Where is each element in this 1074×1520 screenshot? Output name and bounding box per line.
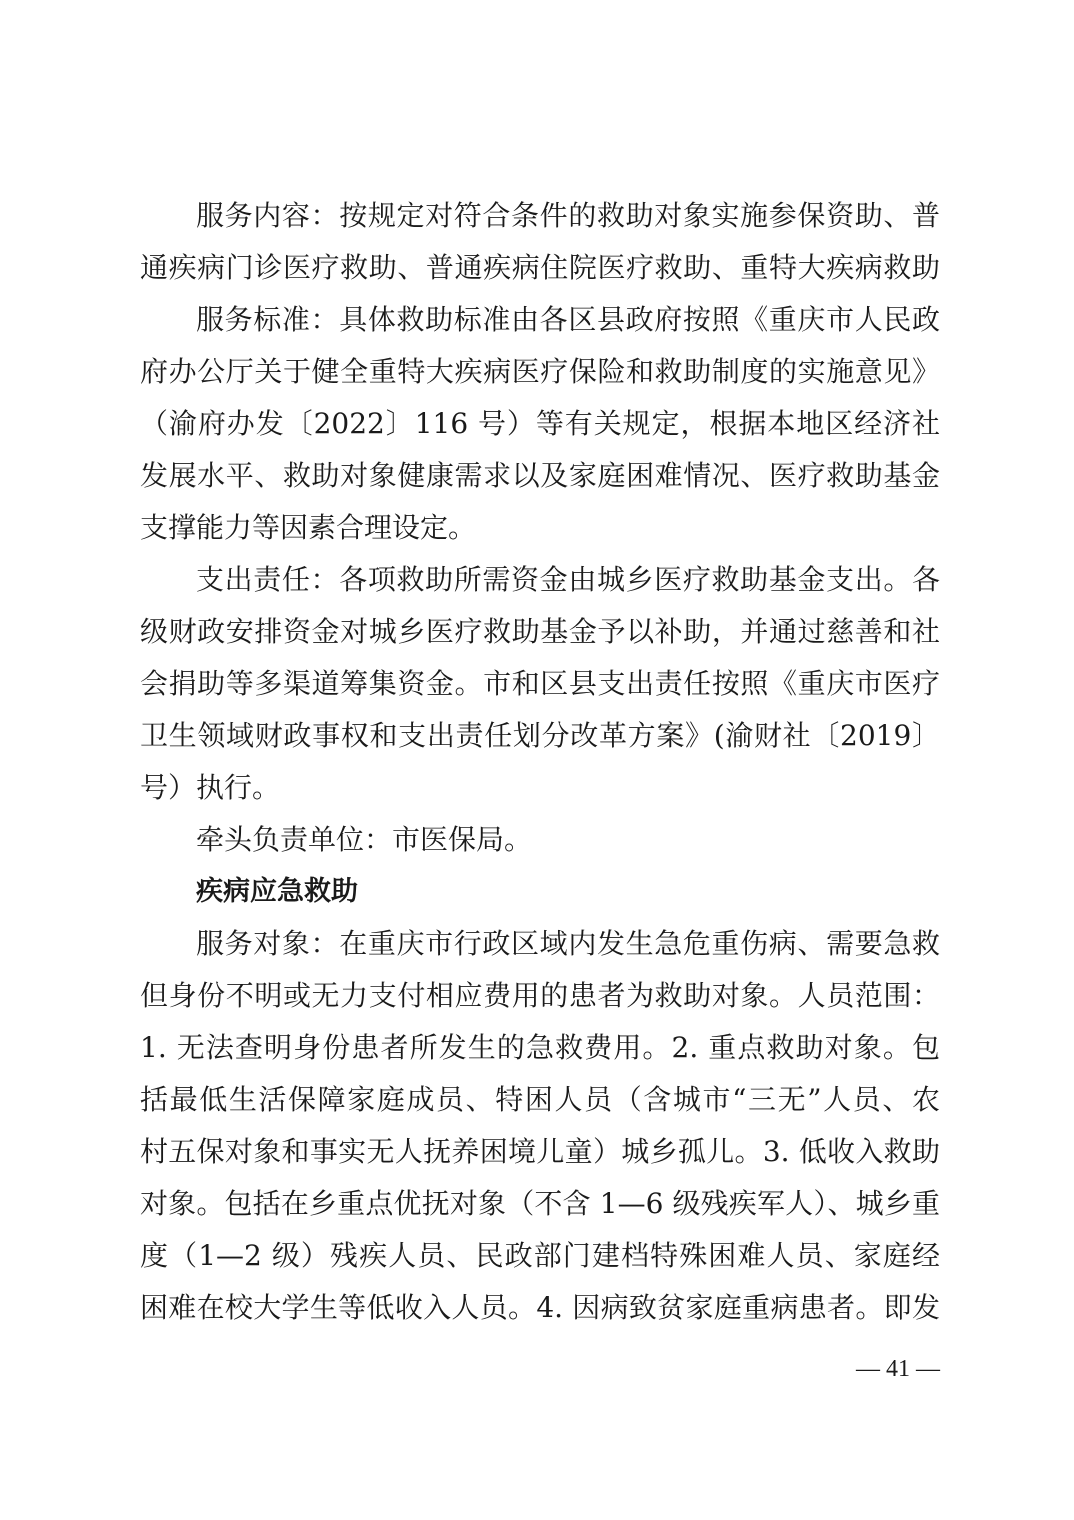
paragraph-line: 卫生领域财政事权和支出责任划分改革方案》(渝财社〔2019〕 bbox=[140, 719, 940, 752]
paragraph-line: （渝府办发〔2022〕116 号）等有关规定，根据本地区经济社 bbox=[140, 407, 940, 440]
paragraph-line: 服务标准：具体救助标准由各区县政府按照《重庆市人民政 bbox=[196, 303, 940, 336]
section-heading: 疾病应急救助 bbox=[196, 876, 358, 907]
paragraph-line: 发展水平、救助对象健康需求以及家庭困难情况、医疗救助基金 bbox=[140, 459, 940, 492]
paragraph-line: 支撑能力等因素合理设定。 bbox=[140, 511, 477, 544]
paragraph-line: 括最低生活保障家庭成员、特困人员（含城市“三无”人员、农 bbox=[140, 1083, 940, 1116]
paragraph-line: 牵头负责单位：市医保局。 bbox=[196, 823, 533, 856]
paragraph-line: 通疾病门诊医疗救助、普通疾病住院医疗救助、重特大疾病救助 bbox=[140, 251, 940, 284]
paragraph-line: 对象。包括在乡重点优抚对象（不含 1—6 级残疾军人）、城乡重 bbox=[140, 1187, 940, 1220]
paragraph-line: 但身份不明或无力支付相应费用的患者为救助对象。人员范围： bbox=[140, 979, 940, 1012]
paragraph-line: 号）执行。 bbox=[140, 771, 281, 804]
paragraph-line: 府办公厅关于健全重特大疾病医疗保险和救助制度的实施意见》 bbox=[140, 355, 940, 388]
paragraph-line: 支出责任：各项救助所需资金由城乡医疗救助基金支出。各 bbox=[196, 563, 940, 596]
paragraph-line: 村五保对象和事实无人抚养困境儿童）城乡孤儿。3. 低收入救助 bbox=[140, 1135, 940, 1168]
paragraph-line: 度（1—2 级）残疾人员、民政部门建档特殊困难人员、家庭经 bbox=[140, 1239, 940, 1272]
body-text bbox=[140, 190, 940, 1334]
paragraph-line: 困难在校大学生等低收入人员。4. 因病致贫家庭重病患者。即发 bbox=[140, 1291, 940, 1324]
paragraph-line: 会捐助等多渠道筹集资金。市和区县支出责任按照《重庆市医疗 bbox=[140, 667, 940, 700]
paragraph-line: 1. 无法查明身份患者所发生的急救费用。2. 重点救助对象。包 bbox=[140, 1031, 940, 1064]
page-number: — 41 — bbox=[856, 1356, 940, 1382]
paragraph-line: 服务对象：在重庆市行政区域内发生急危重伤病、需要急救 bbox=[196, 927, 940, 960]
paragraph-line: 服务内容：按规定对符合条件的救助对象实施参保资助、普 bbox=[196, 199, 940, 232]
paragraph-line: 级财政安排资金对城乡医疗救助基金予以补助，并通过慈善和社 bbox=[140, 615, 940, 648]
